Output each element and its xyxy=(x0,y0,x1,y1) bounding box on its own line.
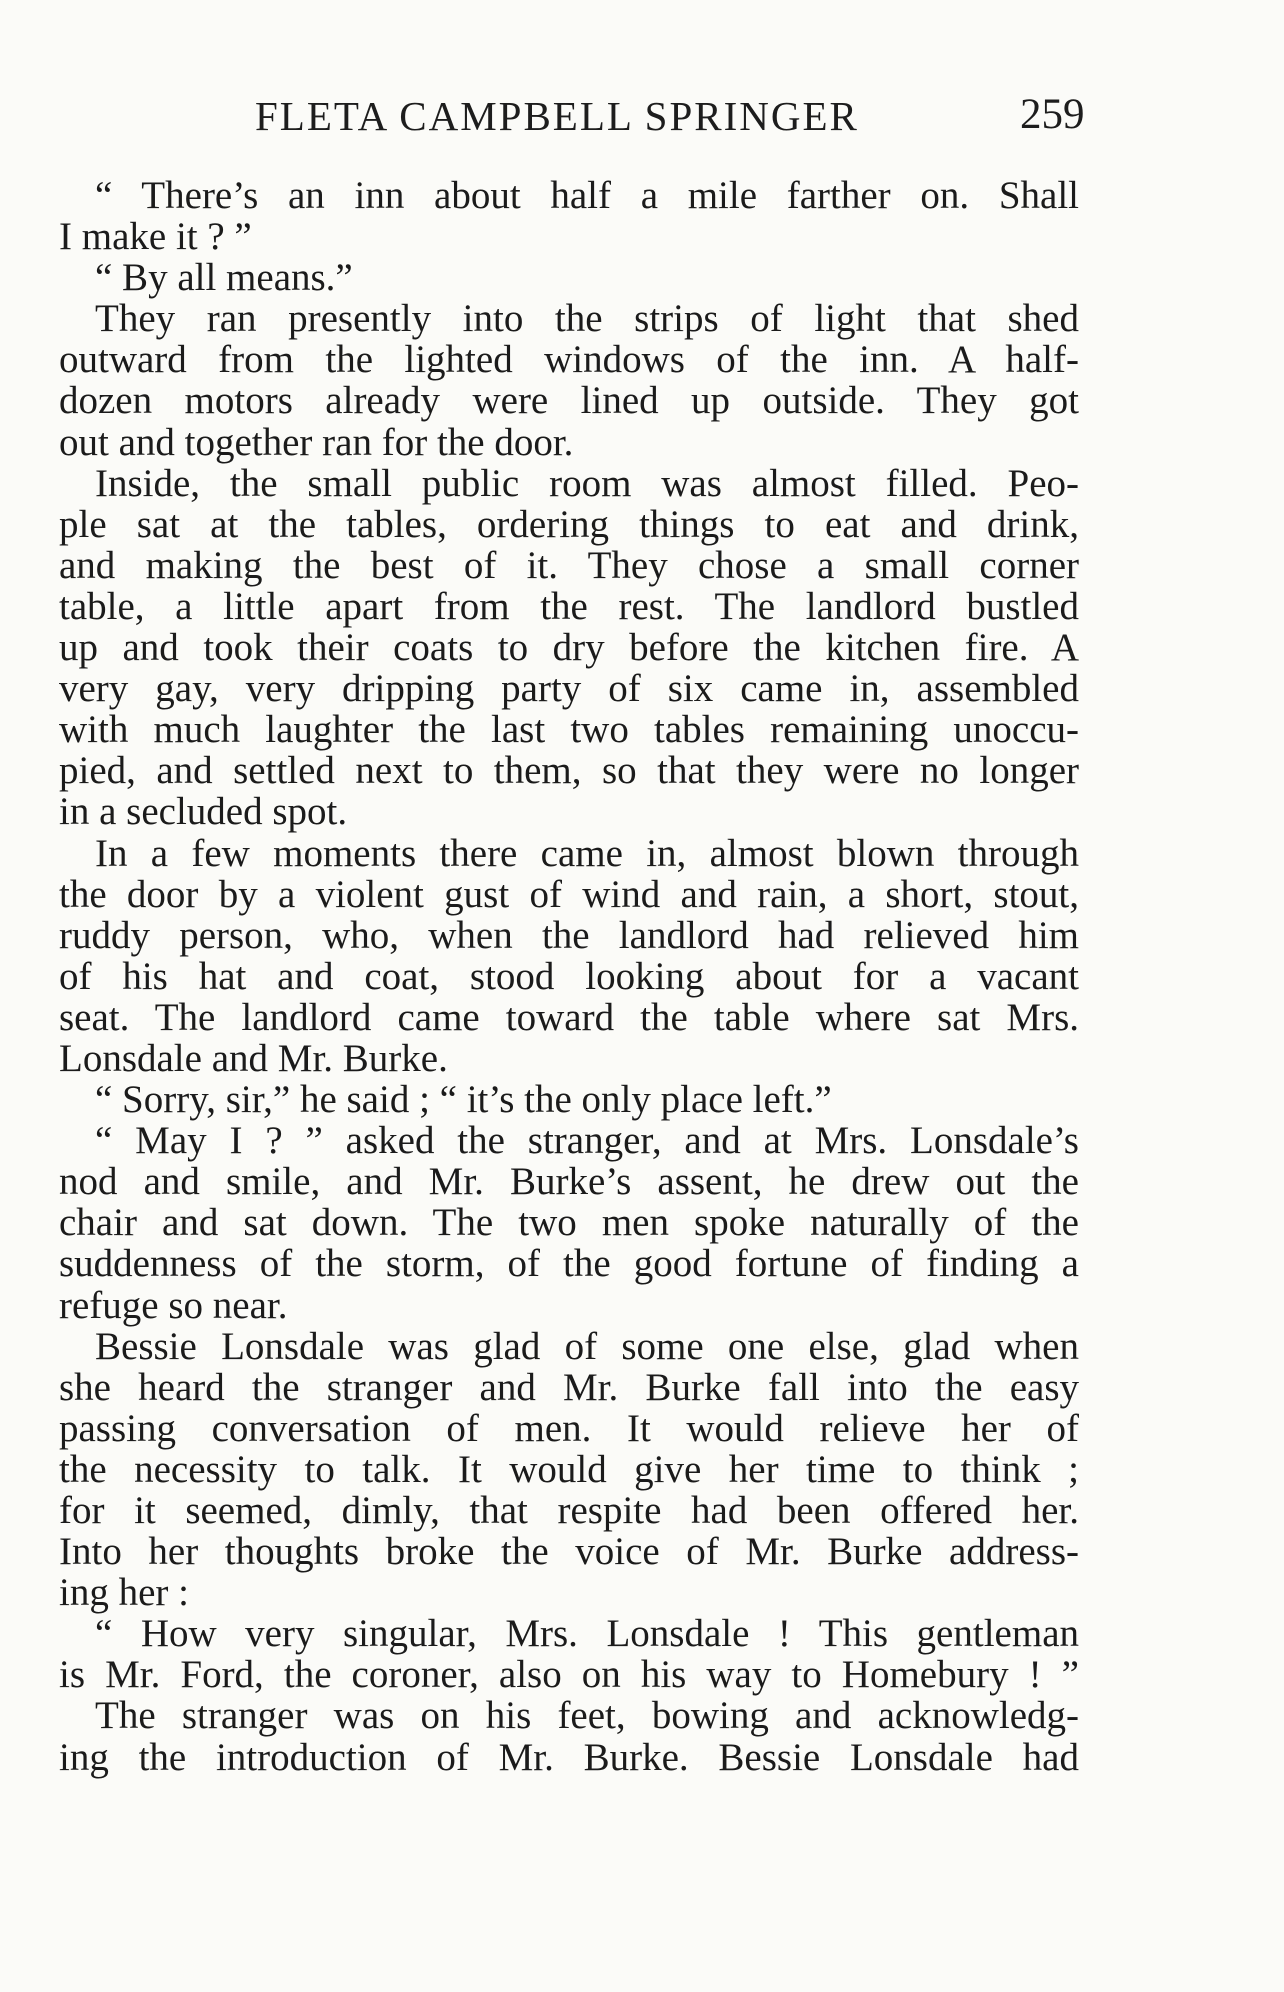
text-line: is Mr. Ford, the coroner, also on his way to Homebury ! ” xyxy=(59,1653,1079,1697)
text-line: for it seemed, dimly, that respite had been offered her. xyxy=(59,1489,1079,1532)
text-line: out and together ran for the door. xyxy=(59,420,574,464)
text-line: “ May I ? ” asked the stranger, and at Mrs. Lonsdale’s xyxy=(95,1119,1079,1163)
text-line: “ By all means.” xyxy=(95,256,353,300)
text-line: suddenness of the storm, of the good fortune of finding a xyxy=(59,1242,1079,1286)
text-line: she heard the stranger and Mr. Burke fall into the easy xyxy=(59,1365,1079,1409)
text-line: dozen motors already were lined up outside. They got xyxy=(59,379,1079,423)
text-line: Inside, the small public room was almost filled. Peo- xyxy=(95,461,1079,505)
text-line: I make it ? ” xyxy=(59,215,252,259)
text-line: the necessity to talk. It would give her time to think ; xyxy=(59,1447,1079,1491)
text-line: in a secluded spot. xyxy=(59,790,348,834)
text-line: They ran presently into the strips of light that shed xyxy=(95,297,1079,341)
text-line: and making the best of it. They chose a small corner xyxy=(59,543,1079,587)
text-line: Bessie Lonsdale was glad of some one else, glad when xyxy=(95,1324,1079,1368)
text-line: seat. The landlord came toward the table where sat Mrs. xyxy=(59,995,1079,1039)
text-line: with much laughter the last two tables remaining unoccu- xyxy=(59,708,1079,752)
body-text xyxy=(59,175,1079,1778)
text-line: very gay, very dripping party of six came in, assembled xyxy=(59,667,1079,711)
text-line: refuge so near. xyxy=(59,1283,288,1327)
text-line: up and took their coats to dry before the kitchen fire. A xyxy=(59,626,1079,670)
text-line: passing conversation of men. It would relieve her of xyxy=(59,1406,1079,1450)
text-line: “ Sorry, sir,” he said ; “ it’s the only place left.” xyxy=(95,1078,832,1122)
text-line: ruddy person, who, when the landlord had relieved him xyxy=(59,913,1079,957)
text-line: In a few moments there came in, almost blown through xyxy=(95,831,1079,875)
text-line: The stranger was on his feet, bowing and acknowledg- xyxy=(95,1694,1079,1738)
text-line: “ How very singular, Mrs. Lonsdale ! This gentleman xyxy=(95,1612,1079,1656)
text-line: ple sat at the tables, ordering things to eat and drink, xyxy=(59,502,1079,546)
running-head: FLETA CAMPBELL SPRINGER xyxy=(255,93,859,139)
text-line: table, a little apart from the rest. The landlord bustled xyxy=(59,584,1079,628)
text-line: outward from the lighted windows of the inn. A half- xyxy=(59,338,1079,382)
text-line: chair and sat down. The two men spoke naturally of the xyxy=(59,1201,1079,1245)
text-line: ing her : xyxy=(59,1571,189,1615)
text-line: “ There’s an inn about half a mile farther on. Shall xyxy=(95,174,1079,217)
text-line: pied, and settled next to them, so that they were no longer xyxy=(59,749,1079,793)
text-line: the door by a violent gust of wind and rain, a short, stout, xyxy=(59,872,1079,916)
text-line: Lonsdale and Mr. Burke. xyxy=(59,1036,448,1080)
page-number: 259 xyxy=(1020,91,1085,138)
text-line: Into her thoughts broke the voice of Mr. Burke address- xyxy=(59,1530,1079,1574)
text-line: nod and smile, and Mr. Burke’s assent, he drew out the xyxy=(59,1160,1079,1204)
text-line: of his hat and coat, stood looking about for a vacant xyxy=(59,954,1079,998)
text-line: ing the introduction of Mr. Burke. Bessie Lonsdale had xyxy=(59,1735,1079,1779)
